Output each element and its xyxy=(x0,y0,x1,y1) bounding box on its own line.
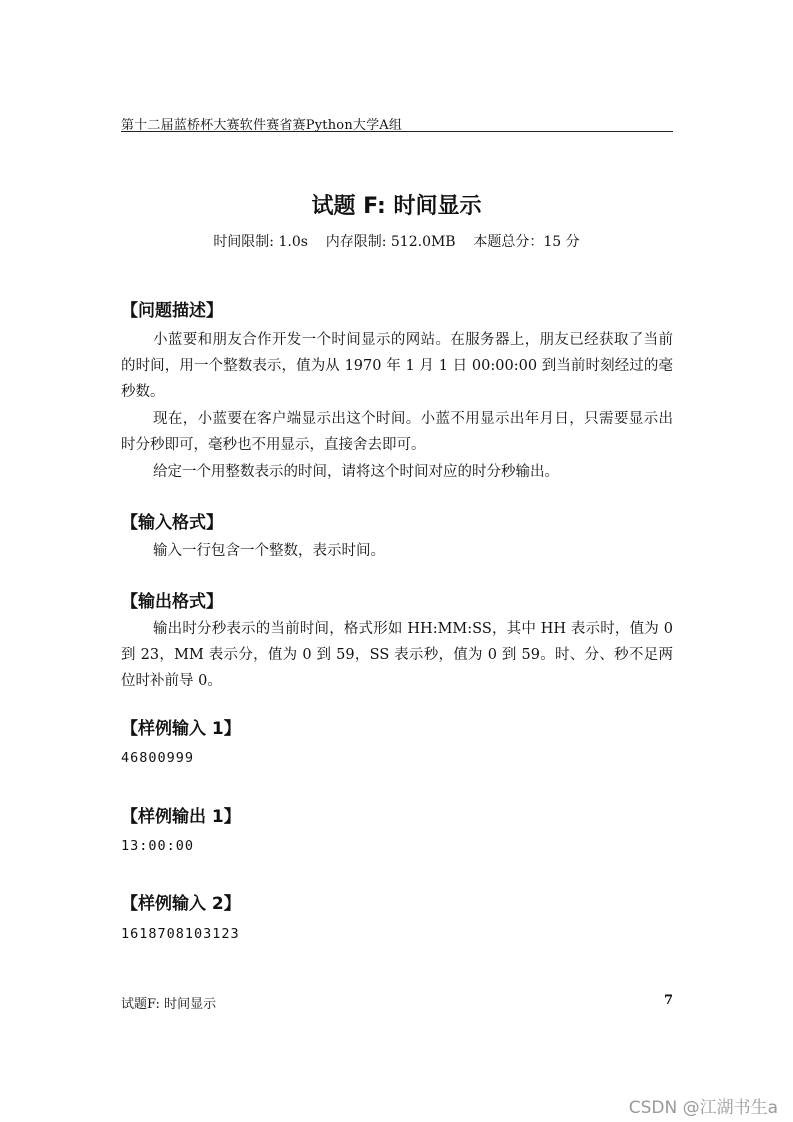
input-format-heading: 【输入格式】 xyxy=(121,513,223,533)
output-format-text: 输出时分秒表示的当前时间，格式形如 HH:MM:SS，其中 HH 表示时，值为 0 到 23，MM 表示分，值为 0 到 59，SS 表示秒，值为 0 到 59。时、分、秒不足两位时补前导 0。 xyxy=(121,621,673,689)
sample-input-2-heading: 【样例输入 2】 xyxy=(121,894,241,914)
problem-title: 试题 F: 时间显示 xyxy=(311,194,482,219)
sample-input-1-code: 46800999 xyxy=(121,750,195,766)
header-divider xyxy=(121,131,673,132)
description-paragraph-2: 现在，小蓝要在客户端显示出这个时间。小蓝不用显示出年月日，只需要显示出时分秒即可，毫秒也不用显示，直接舍去即可。 xyxy=(121,411,673,453)
input-format-text: 输入一行包含一个整数，表示时间。 xyxy=(153,543,385,559)
footer-title: 试题F: 时间显示 xyxy=(121,997,217,1012)
page-number: 7 xyxy=(663,993,673,1008)
description-paragraph-3: 给定一个用整数表示的时间，请将这个时间对应的时分秒输出。 xyxy=(153,464,559,480)
description-paragraph-1: 小蓝要和朋友合作开发一个时间显示的网站。在服务器上，朋友已经获取了当前的时间，用一个整数表示，值为从 1970 年 1 月 1 日 00:00:00 到当前时刻经过的毫秒数。 xyxy=(121,332,673,400)
description-heading: 【问题描述】 xyxy=(121,301,223,321)
output-format-heading: 【输出格式】 xyxy=(121,592,223,612)
sample-input-1-heading: 【样例输入 1】 xyxy=(121,719,241,739)
sample-output-1-heading: 【样例输出 1】 xyxy=(121,807,241,827)
running-header: 第十二届蓝桥杯大赛软件赛省赛Python大学A组 xyxy=(121,118,403,133)
problem-limits: 时间限制: 1.0s 内存限制: 512.0MB 本题总分：15 分 xyxy=(213,234,580,250)
watermark: CSDN @江湖书生a xyxy=(628,1098,778,1118)
sample-input-2-code: 1618708103123 xyxy=(121,926,240,942)
sample-output-1-code: 13:00:00 xyxy=(121,838,195,854)
